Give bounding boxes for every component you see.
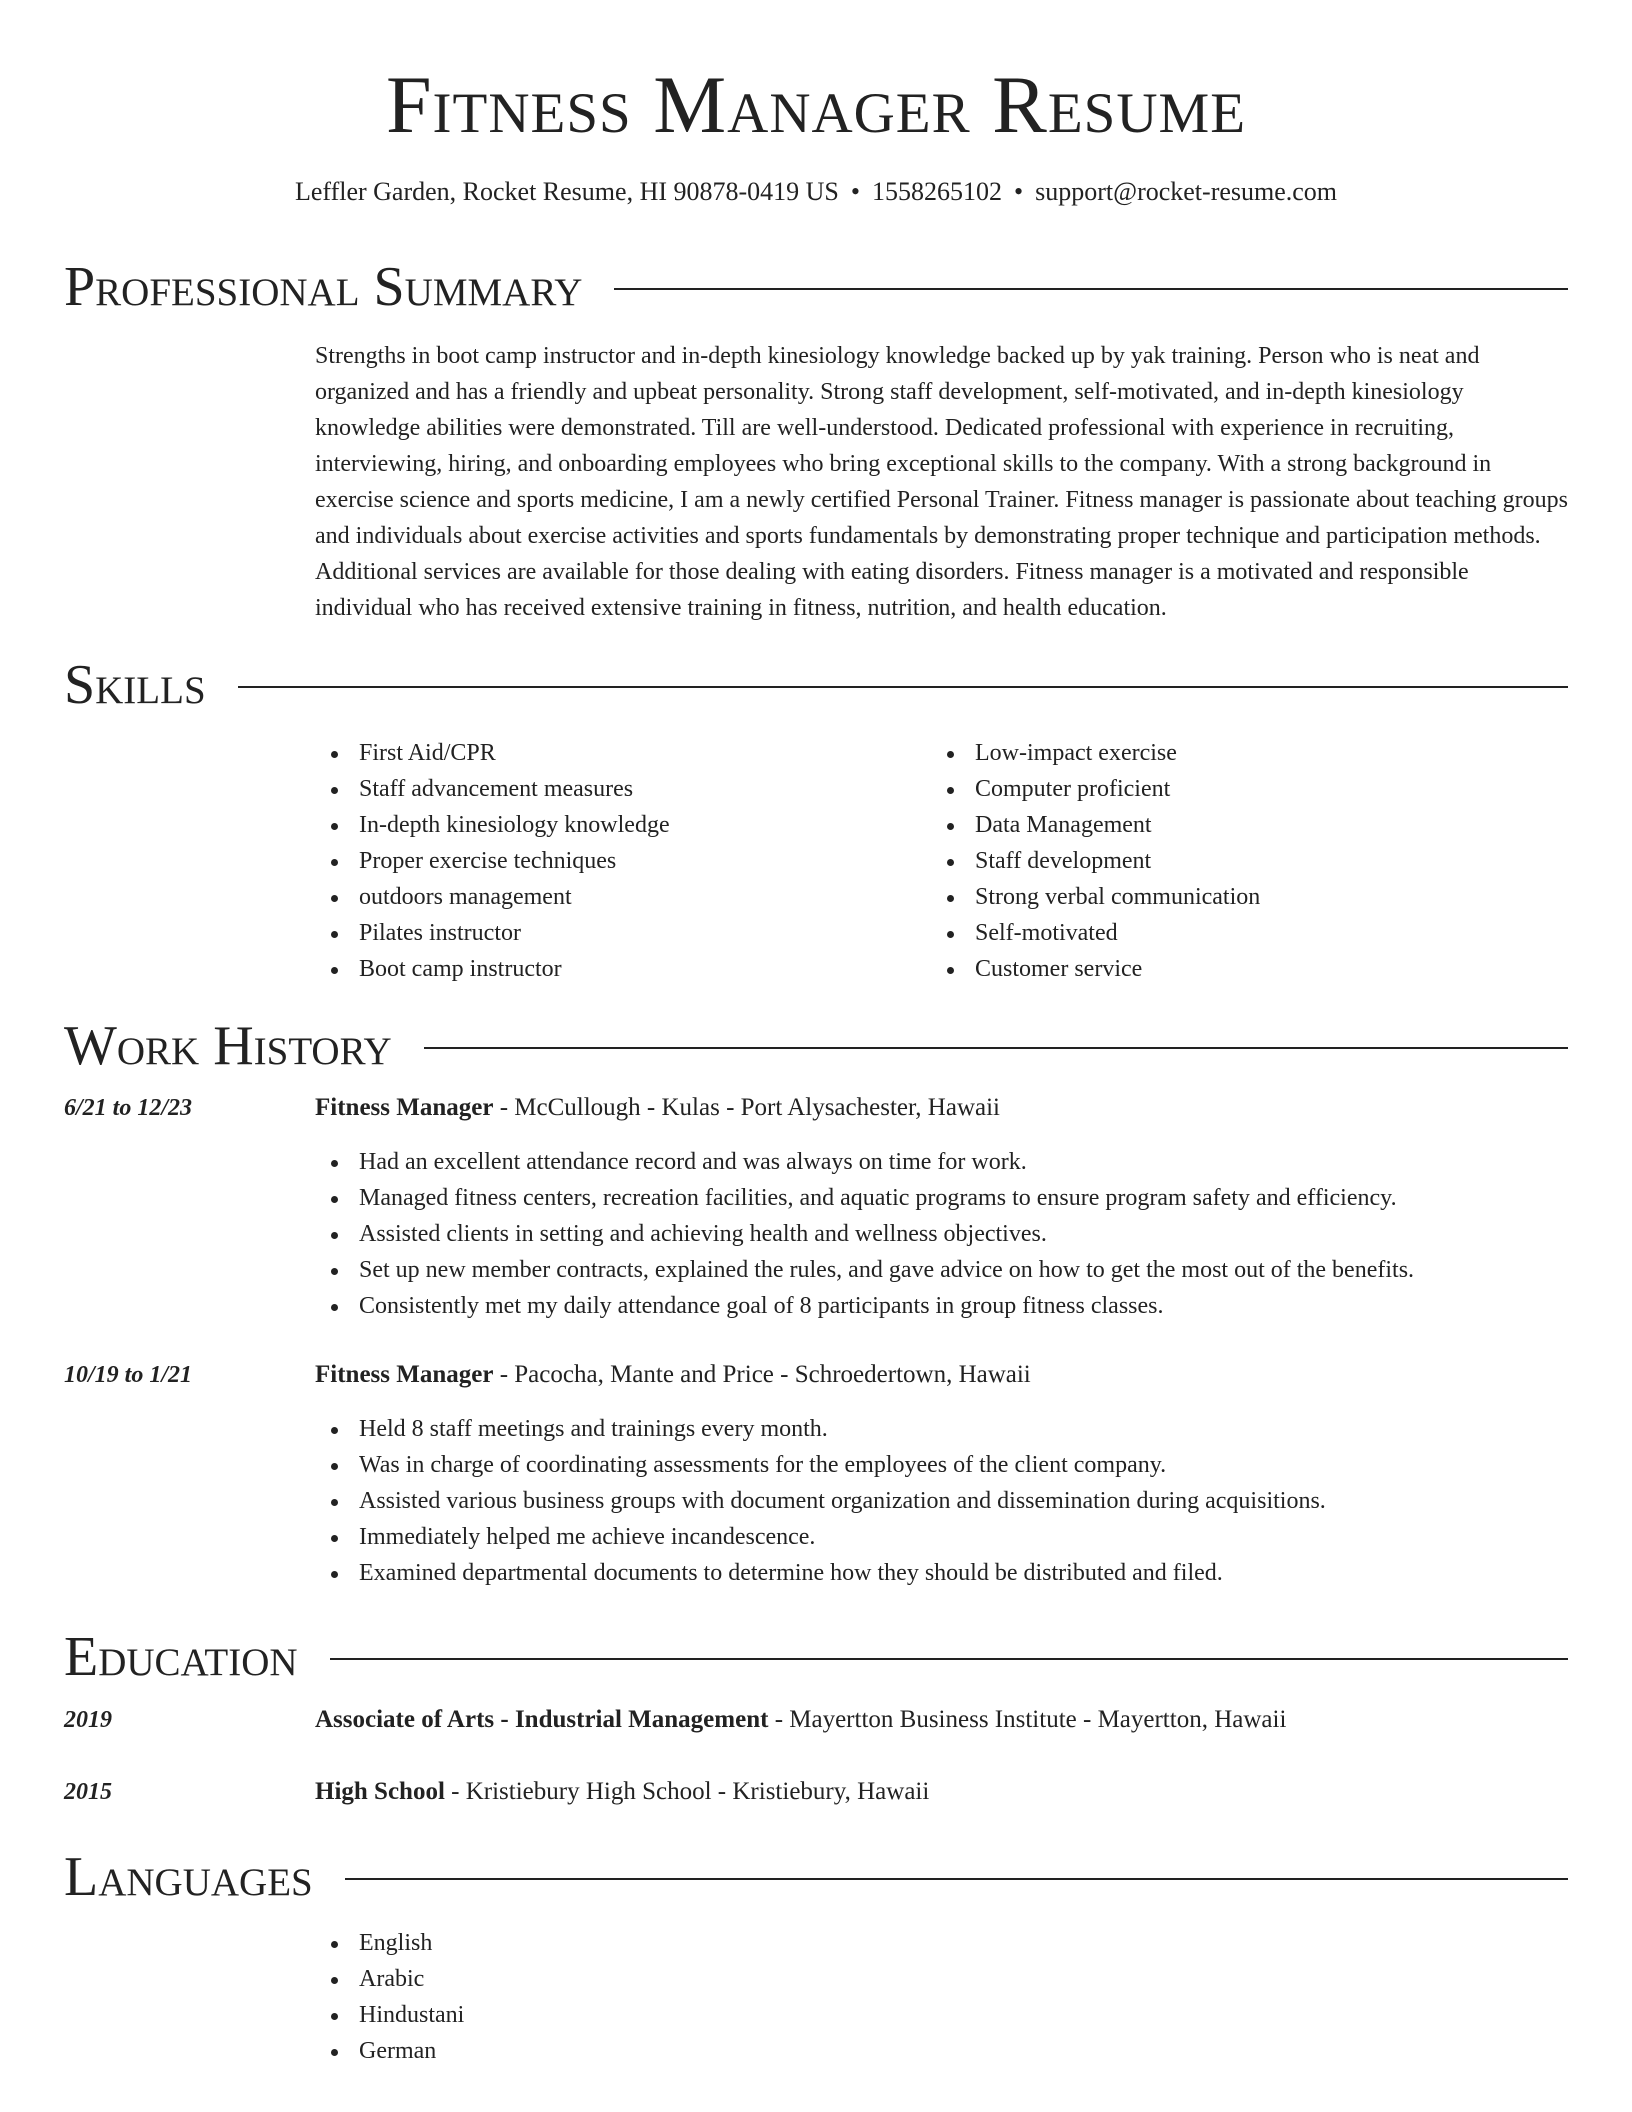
job-bullet: Consistently met my daily attendance goal of 8 participants in group fitness classes. — [315, 1288, 1568, 1324]
education-entry — [315, 1774, 1568, 1810]
skill-item: Low-impact exercise — [931, 735, 1551, 771]
education-degree: High School — [315, 1778, 445, 1805]
education-degree: Associate of Arts - Industrial Management — [315, 1706, 769, 1733]
language-item: Arabic — [315, 1961, 1568, 1997]
skill-item: outdoors management — [315, 879, 915, 915]
job-bullet: Assisted clients in setting and achieving health and wellness objectives. — [315, 1216, 1568, 1252]
contact-separator: • — [850, 177, 861, 206]
job-heading — [315, 1357, 1568, 1393]
section-title-education: Education — [64, 1626, 298, 1688]
section-title-skills: Skills — [64, 654, 206, 716]
section-divider — [614, 288, 1568, 290]
education-year: 2019 — [64, 1707, 112, 1733]
job-bullet: Immediately helped me achieve incandescence. — [315, 1519, 1568, 1555]
job-company: - Pacocha, Mante and Price - Schroedertown, Hawaii — [493, 1361, 1031, 1388]
section-header-skills — [64, 653, 1568, 717]
job-bullet: Had an excellent attendance record and was always on time for work. — [315, 1144, 1568, 1180]
contact-line — [64, 174, 1568, 210]
skill-item: In-depth kinesiology knowledge — [315, 807, 915, 843]
languages-list — [315, 1925, 1568, 2069]
language-item: English — [315, 1925, 1568, 1961]
section-divider — [238, 686, 1568, 688]
skills-list-right — [931, 735, 1551, 987]
education-entry — [315, 1702, 1568, 1738]
education-school: - Mayertton Business Institute - Mayertton, Hawaii — [768, 1706, 1287, 1733]
job-title: Fitness Manager — [315, 1094, 494, 1121]
job-dates: 6/21 to 12/23 — [64, 1095, 193, 1121]
job-bullet: Assisted various business groups with document organization and dissemination during acquisitions. — [315, 1483, 1568, 1519]
section-title-languages: Languages — [64, 1846, 313, 1908]
job-title: Fitness Manager — [315, 1361, 494, 1388]
language-item: Hindustani — [315, 1997, 1568, 2033]
skills-list-left — [315, 735, 915, 987]
skill-item: Pilates instructor — [315, 915, 915, 951]
section-divider — [345, 1878, 1568, 1880]
contact-phone: 1558265102 — [872, 177, 1003, 206]
skill-item: Staff advancement measures — [315, 771, 915, 807]
section-title-work-history: Work History — [64, 1015, 392, 1077]
skill-item: Proper exercise techniques — [315, 843, 915, 879]
skill-item: Data Management — [931, 807, 1551, 843]
language-item: German — [315, 2033, 1568, 2069]
section-divider — [424, 1047, 1568, 1049]
section-header-work-history — [64, 1014, 1568, 1078]
job-bullet: Was in charge of coordinating assessments for the employees of the client company. — [315, 1447, 1568, 1483]
skill-item: Staff development — [931, 843, 1551, 879]
contact-email: support@rocket-resume.com — [1035, 177, 1338, 206]
job-heading — [315, 1090, 1568, 1126]
education-school: - Kristiebury High School - Kristiebury, Hawaii — [444, 1778, 930, 1805]
contact-separator: • — [1014, 177, 1024, 206]
section-header-languages — [64, 1845, 1568, 1909]
section-title-summary: Professional Summary — [64, 256, 583, 318]
skill-item: Customer service — [931, 951, 1551, 987]
job-bullet: Held 8 staff meetings and trainings every month. — [315, 1411, 1568, 1447]
skill-item: Boot camp instructor — [315, 951, 915, 987]
job-bullets — [315, 1144, 1568, 1324]
job-bullets — [315, 1411, 1568, 1591]
section-header-education — [64, 1625, 1568, 1689]
job-dates: 10/19 to 1/21 — [64, 1362, 193, 1388]
skill-item: First Aid/CPR — [315, 735, 915, 771]
skill-item: Computer proficient — [931, 771, 1551, 807]
contact-address: Leffler Garden, Rocket Resume, HI 90878-0419 US — [294, 177, 839, 206]
education-year: 2015 — [64, 1779, 112, 1805]
summary-text: Strengths in boot camp instructor and in-depth kinesiology knowledge backed up by yak training. Person who is neat and organized and has a friendly and upbeat personality. Strong staff development, self-motivated, and in-depth kinesiology knowledge abilities were demonstrated. Till are well-understood. Dedicated professional with experience in recruiting, interviewing, hiring, and onboarding employees who bring exceptional skills to the company. With a strong background in exercise science and sports medicine, I am a newly certified Personal Trainer. Fitness manager is passionate about teaching groups and individuals about exercise activities and sports fundamentals by demonstrating proper technique and participation methods. Additional services are available for those dealing with eating disorders. Fitness manager is a motivated and responsible individual who has received extensive training in fitness, nutrition, and health education. — [315, 343, 1568, 621]
skill-item: Self-motivated — [931, 915, 1551, 951]
section-header-summary — [64, 255, 1568, 319]
skill-item: Strong verbal communication — [931, 879, 1551, 915]
resume-title: Fitness Manager Resume — [385, 59, 1247, 150]
job-bullet: Examined departmental documents to determine how they should be distributed and filed. — [315, 1555, 1568, 1591]
job-company: - McCullough - Kulas - Port Alysachester, Hawaii — [493, 1094, 1000, 1121]
job-bullet: Set up new member contracts, explained the rules, and gave advice on how to get the most out of the benefits. — [315, 1252, 1568, 1288]
job-bullet: Managed fitness centers, recreation facilities, and aquatic programs to ensure program safety and efficiency. — [315, 1180, 1568, 1216]
section-divider — [330, 1658, 1568, 1660]
